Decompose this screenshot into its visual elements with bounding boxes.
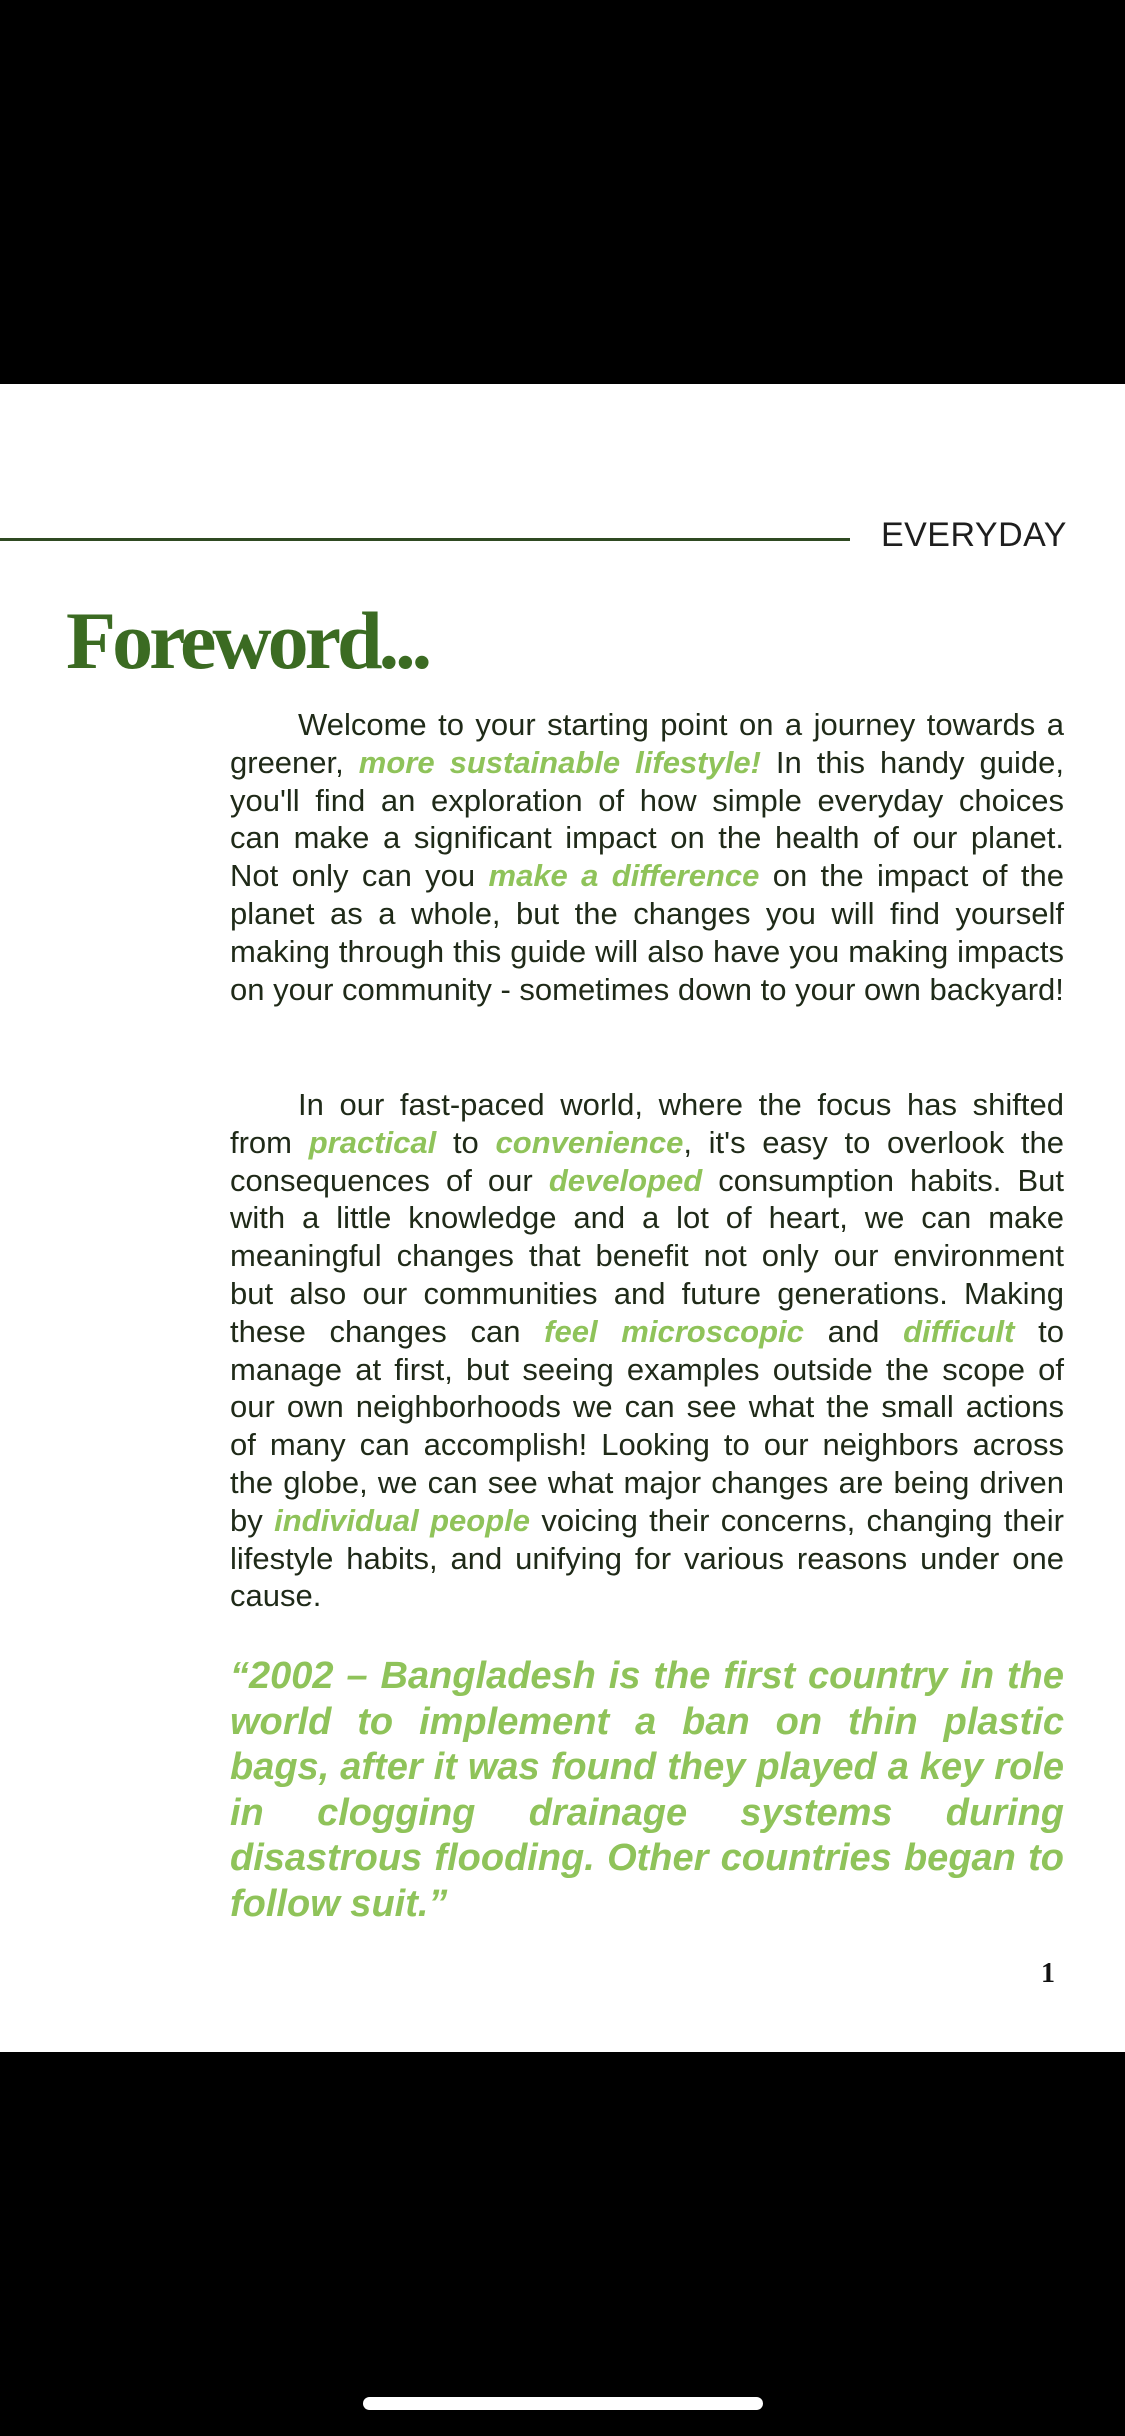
body-text: consumption habits. But with a little knowledge and a lot of heart, we can make meaningful changes that benefit not only our environment but also our communities and future generations. Making these changes can: [230, 1162, 1064, 1349]
header-rule: [0, 538, 850, 541]
emphasis-text: more sustainable lifestyle!: [358, 744, 761, 780]
paragraph-2: [230, 1086, 1064, 1615]
body-text: In our fast-paced world, where the focus has shifted from: [230, 1087, 1064, 1160]
pull-quote: “2002 – Bangladesh is the first country in the world to implement a ban on thin plastic bags, after it was found they played a key role in clogging drainage systems during disastrous flooding. Other countries began to follow suit.”: [230, 1655, 1064, 1925]
emphasis-text: difficult: [903, 1313, 1015, 1349]
home-indicator[interactable]: [363, 2397, 763, 2410]
body-text: In this handy guide, you'll find an exploration of how simple everyday choices can make a significant impact on the health of our planet. Not only can you: [230, 744, 1064, 894]
emphasis-text: developed: [548, 1162, 703, 1198]
emphasis-text: make a difference: [488, 858, 760, 894]
body-text: to: [436, 1124, 496, 1160]
emphasis-text: feel microscopic: [544, 1313, 804, 1349]
emphasis-text: practical: [308, 1124, 437, 1160]
paragraph-1: [230, 706, 1064, 1008]
body-text: Welcome to your starting point on a journey towards a greener,: [230, 707, 1064, 780]
page-title: Foreword...: [66, 595, 429, 686]
section-label: EVERYDAY: [880, 516, 1067, 554]
body-text: and: [803, 1313, 904, 1349]
emphasis-text: convenience: [495, 1124, 684, 1160]
body-text: , it's easy to overlook the consequences of our: [230, 1124, 1064, 1198]
body-text: on the impact of the planet as a whole, but the changes you will find yourself making through this guide will also have you making impacts on your community - sometimes down to your own backyard!: [230, 858, 1064, 1007]
document-page: [0, 384, 1125, 2052]
body-text: to manage at first, but seeing examples outside the scope of our own neighborhoods we can see what the small actions of many can accomplish! Looking to our neighbors across the globe, we can see what major changes are being driven by: [230, 1313, 1065, 1538]
body-text: voicing their concerns, changing their lifestyle habits, and unifying for various reasons under one cause.: [230, 1502, 1064, 1614]
page-number: 1: [1041, 1958, 1055, 1989]
emphasis-text: individual people: [274, 1502, 530, 1538]
